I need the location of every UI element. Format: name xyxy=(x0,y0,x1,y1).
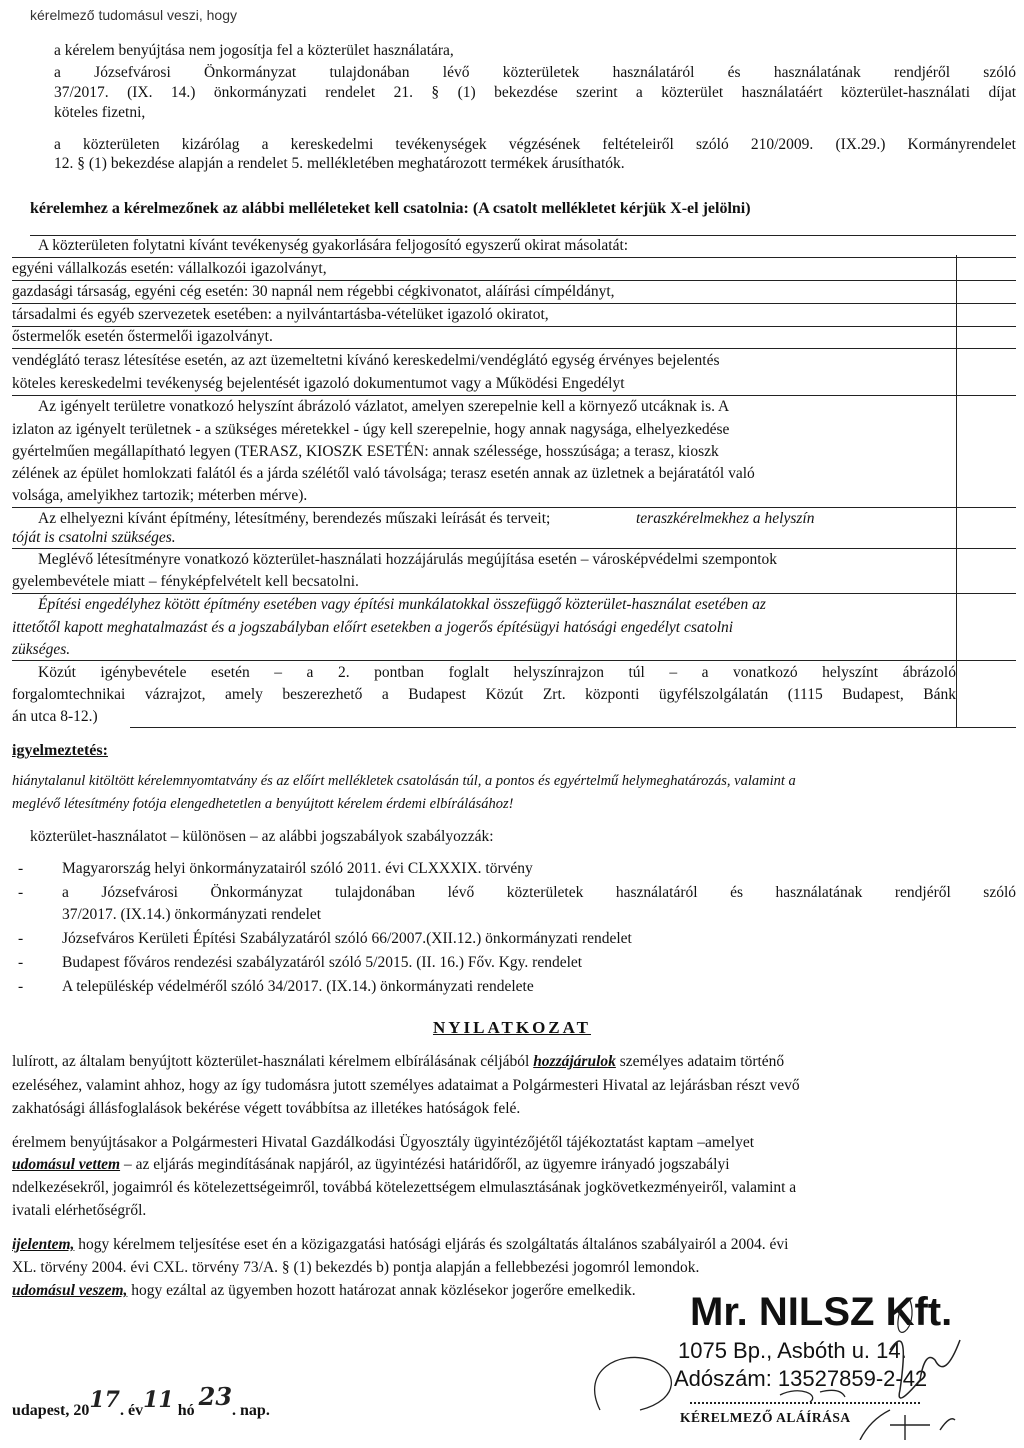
top-item-2a: a Józsefvárosi Önkormányzat tulajdonában lévő közterületek használatáról és használatának rendjéről szóló xyxy=(54,64,1016,81)
date-prefix: udapest, 20 xyxy=(12,1402,90,1419)
bullet: - xyxy=(18,930,24,947)
decl-emph: hozzájárulok xyxy=(533,1053,616,1070)
laws-intro: közterület-használatot – különösen – az alábbi jogszabályok szabályozzák: xyxy=(30,828,494,845)
bullet: - xyxy=(18,954,24,971)
date-nap: . nap. xyxy=(232,1402,270,1419)
decl-p1 xyxy=(12,1053,784,1071)
date-ho: hó xyxy=(173,1402,199,1419)
warning-line-1: hiánytalanul kitöltött kérelemnyomtatvány és az előírt mellékletek csatolásán túl, a pontos és egyértelmű helymeghatározás, valamint a xyxy=(12,773,796,789)
top-item-3b: 12. § (1) bekezdése alapján a rendelet 5. mellékletében meghatározott termékek árusíthatók. xyxy=(54,155,625,172)
attach-row: zükséges. xyxy=(12,641,71,658)
attach-row: zélének az épület homlokzati falától és a járda szélétől való távolsága; terasz esetén annak az üzletnek a bejáratától való xyxy=(12,465,755,482)
decl-line: XL. törvény 2004. évi CXL. törvény 73/A. § (1) bekezdés b) pontja alapján a fellebbezési jogomról lemondok. xyxy=(12,1259,700,1276)
attach-row-a: Az elhelyezni kívánt építmény, létesítmény, berendezés műszaki leírását és terveit; xyxy=(38,510,551,527)
decl-text: hogy kérelmem teljesítése eset én a közigazgatási hatósági eljárás és szolgáltatás általános szabályairól a 2004. évi xyxy=(78,1236,789,1253)
decl-line: érelmem benyújtásakor a Polgármesteri Hivatal Gazdálkodási Ügyosztály ügyintézőjétől tájékoztatást kaptam –amelyet xyxy=(12,1134,755,1151)
signature-label: KÉRELMEZŐ ALÁÍRÁSA xyxy=(680,1410,851,1425)
decl-emph: udomásul vettem xyxy=(12,1156,121,1173)
attach-row: Közút igénybevétele esetén – a 2. pontban foglalt helyszínrajzon túl – a vonatkozó helyszínt ábrázoló xyxy=(38,664,956,681)
checkbox-column[interactable] xyxy=(956,593,1017,728)
law-item: Józsefváros Kerületi Építési Szabályzatáról szóló 66/2007.(XII.12.) önkormányzati rendelet xyxy=(62,930,632,947)
declaration-title: NYILATKOZAT xyxy=(432,1018,591,1037)
top-item-2b: 37/2017. (IX. 14.) önkormányzati rendelet 21. § (1) bekezdése szerint a közterület használatáért közterület-használati díjat xyxy=(54,84,1016,101)
decl-text: lulírott, az általam benyújtott közterület-használati kérelmem elbírálásának céljából xyxy=(12,1053,530,1070)
attach-row: forgalomtechnikai vázrajzot, amely beszerezhető a Budapest Közút Zrt. központi ügyfélszolgálatán (1115 Budapest, Bánk xyxy=(12,686,956,703)
table-line xyxy=(12,593,1016,594)
law-item: Budapest főváros rendezési szabályzatáról szóló 5/2015. (II. 16.) Főv. Kgy. rendelet xyxy=(62,954,583,971)
table-line xyxy=(12,548,1016,549)
attach-row-b: teraszkérelmekhez a helyszín xyxy=(636,510,815,527)
attach-row: gyértelműen megállapítható legyen (TERASZ, KIOSZK ESETÉN: annak szélessége, hosszúsága; a terasz, kioszk xyxy=(12,443,719,460)
attach-row: vendéglátó terasz létesítése esetén, az azt üzemeltetni kívánó kereskedelmi/vendéglátó egység érvényes bejelentés xyxy=(12,352,720,369)
decl-line: ezeléséhez, valamint ahhoz, hogy az így tudomásra jutott személyes adataimat a Polgármesteri Hivatal az lejárásban részt vevő xyxy=(12,1077,800,1094)
table-line xyxy=(12,257,1016,258)
attach-row: izlaton az igényelt területnek - a szükséges méretekkel - úgy kell szerepelnie, hogy annak nagysága, elhelyezkedése xyxy=(12,421,730,438)
stamp-name: Mr. NILSZ Kft. xyxy=(690,1290,953,1334)
table-line xyxy=(130,727,1016,728)
decl-text: – az eljárás megindításának napjáról, az ügyintézési határidőről, az ügyemre irányadó jogszabályi xyxy=(123,1156,730,1173)
stamp-address: 1075 Bp., Asbóth u. 14. xyxy=(678,1338,907,1363)
date-line xyxy=(12,1382,270,1421)
attach-row: egyéni vállalkozás esetén: vállalkozói igazolványt, xyxy=(12,260,327,277)
bullet: - xyxy=(18,884,24,901)
cut-line: kérelmező tudomásul veszi, hogy xyxy=(30,7,237,23)
attach-row: Meglévő létesítményre vonatkozó közterület-használati hozzájárulás megújítása esetén – városképvédelmi szempontok xyxy=(38,551,777,568)
decl-p3b xyxy=(12,1282,636,1300)
attach-row: Az igényelt területre vonatkozó helyszínt ábrázoló vázlatot, amelyen szerepelnie kell a környező utcáknak is. A xyxy=(38,398,730,415)
decl-text: személyes adataim történő xyxy=(619,1053,785,1070)
stamp-tax: Adószám: 13527859-2-42 xyxy=(674,1366,928,1391)
table-line xyxy=(12,660,1016,661)
law-item: a Józsefvárosi Önkormányzat tulajdonában lévő közterületek használatáról és használatának rendjéről szóló xyxy=(62,884,1016,901)
warning-title: igyelmeztetés: xyxy=(12,742,108,759)
table-line xyxy=(12,303,1016,304)
attach-row: gyelembevétele miatt – fényképfelvételt kell becsatolni. xyxy=(12,573,359,590)
attach-row: gazdasági társaság, egyéni cég esetén: 30 napnál nem régebbi cégkivonatot, aláírási címpéldányt, xyxy=(12,283,615,300)
table-line xyxy=(30,235,1016,236)
attach-row: volsága, amelyikhez tartozik; méterben mérve). xyxy=(12,487,308,504)
bullet: - xyxy=(18,860,24,877)
law-item: A településkép védelméről szóló 34/2017. (IX.14.) önkormányzati rendelete xyxy=(62,978,534,995)
decl-emph: udomásul veszem, xyxy=(12,1282,128,1299)
decl-line: ivatali elérhetőségről. xyxy=(12,1202,147,1219)
top-item-2c: köteles fizetni, xyxy=(54,104,146,121)
decl-line: ndelkezésekről, jogaimról és kötelezettségeimről, továbbá kötelezettségem elmulasztásának jogkövetkezményeiről, valamint a xyxy=(12,1179,797,1196)
attach-row: köteles kereskedelmi tevékenység bejelentését igazoló dokumentumot vagy a Működési Engedélyt xyxy=(12,375,625,392)
attach-row: tóját is csatolni szükséges. xyxy=(12,529,176,546)
law-item: 37/2017. (IX.14.) önkormányzati rendelet xyxy=(62,906,322,923)
table-line xyxy=(12,507,1016,508)
attach-row: án utca 8-12.) xyxy=(12,708,98,725)
date-month: 11 xyxy=(143,1387,174,1413)
law-item: Magyarország helyi önkormányzatairól szóló 2011. évi CLXXXIX. törvény xyxy=(62,860,533,877)
attach-row: A közterületen folytatni kívánt tevékenység gyakorlására feljogosító egyszerű okirat másolatát: xyxy=(38,237,629,254)
decl-emph: ijelentem, xyxy=(12,1236,75,1253)
attach-row: Építési engedélyhez kötött építmény esetében vagy építési munkálatokkal összefüggő közterület-használat esetében az xyxy=(38,596,766,613)
warning-line-2: meglévő létesítmény fotója elengedhetetlen a benyújtott kérelem érdemi elbírálásához! xyxy=(12,796,514,812)
decl-p3 xyxy=(12,1236,788,1254)
date-day: 23 xyxy=(198,1382,233,1411)
table-line xyxy=(12,395,1016,396)
decl-text: hogy ezáltal az ügyemben hozott határozat annak közlésekor jogerőre emelkedik. xyxy=(131,1282,636,1299)
attachments-heading: kérelemhez a kérelmezőnek az alábbi melléleteket kell csatolnia: (A csatolt mellékletet kérjük X-el jelölni) xyxy=(30,200,751,217)
table-line xyxy=(12,280,1016,281)
date-year: 17 xyxy=(89,1387,120,1413)
table-line xyxy=(12,348,1016,349)
signature-line xyxy=(690,1402,920,1404)
decl-p2 xyxy=(12,1156,730,1174)
attach-row: őstermelők esetén őstermelői igazolványt. xyxy=(12,328,273,345)
attach-row: ittetőtől kapott meghatalmazást és a jogszabályban előírt esetekben a jogerős építésügyi hatósági engedélyt csatolni xyxy=(12,619,734,636)
checkbox-column[interactable] xyxy=(956,255,1017,595)
decl-line: zakhatósági állásfoglalások bekérése végett továbbítsa az illetékes hatóságok felé. xyxy=(12,1100,521,1117)
top-item-3a: a közterületen kizárólag a kereskedelmi tevékenységek végzésének feltételeiről szóló 210/2009. (IX.29.) Kormányrendelet xyxy=(54,136,1016,153)
bullet: - xyxy=(18,978,24,995)
top-item-1: a kérelem benyújtása nem jogosítja fel a közterület használatára, xyxy=(54,42,454,59)
table-line xyxy=(12,326,1016,327)
date-ev: . év xyxy=(119,1402,144,1419)
attach-row: társadalmi és egyéb szervezetek esetében: a nyilvántartásba-vételüket igazoló okiratot, xyxy=(12,306,549,323)
